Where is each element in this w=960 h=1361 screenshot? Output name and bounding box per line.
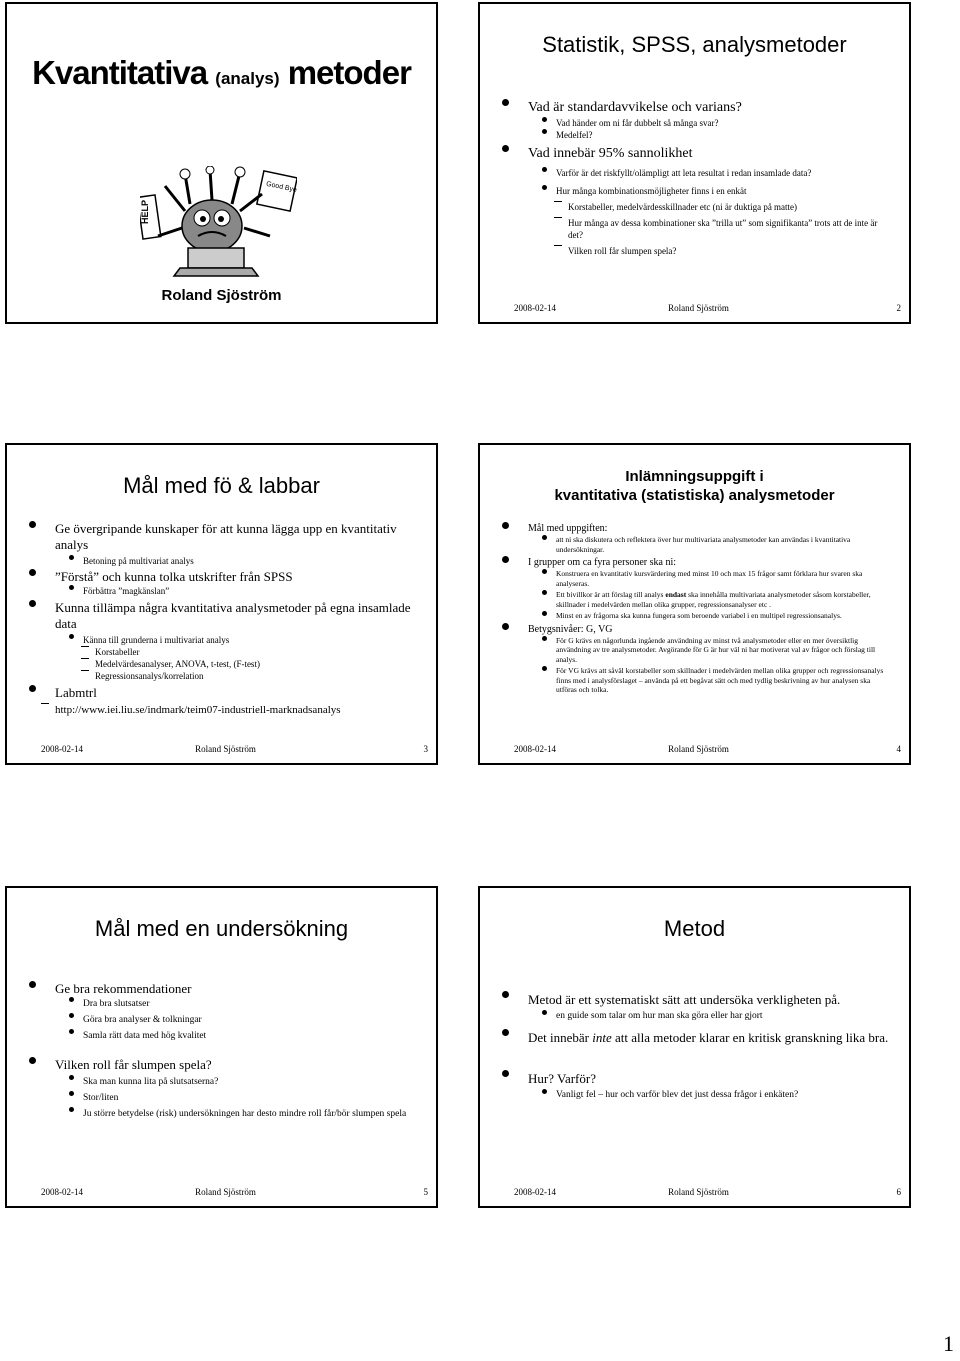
list-item: Medelvärdesanalyser, ANOVA, t-test, (F-test)	[27, 658, 418, 670]
list-item: Ska man kunna lita på slutsatserna?	[27, 1075, 418, 1089]
slide-3-footer	[21, 744, 430, 758]
list-item: Labmtrl	[27, 685, 418, 701]
slide-5-title: Mål med en undersökning	[94, 916, 349, 941]
slide-6-footer	[494, 1187, 903, 1201]
list-item: För VG krävs att såväl korstabeller som skillnader i medelvärden mellan olika grupper och regressionsanalys finns med i analysförslaget – använda på ett begåvat sätt och med tydlig beskrivning av hur analysen ska utföras och tolka.	[500, 666, 891, 695]
footer-author: Roland Sjöström	[195, 744, 256, 754]
slide-2-title: Statistik, SPSS, analysmetoder	[542, 32, 847, 57]
footer-slide-number: 5	[423, 1187, 428, 1197]
list-item: Ge övergripande kunskaper för att kunna lägga upp en kvantitativ analys	[27, 521, 418, 553]
slide-3	[5, 443, 438, 765]
list-item: Regressionsanalys/korrelation	[27, 670, 418, 682]
list-item: Kunna tillämpa några kvantitativa analysmetoder på egna insamlade data	[27, 600, 418, 632]
list-item: Ett bivillkor är att förslag till analys endast ska innehålla multivariata analysmetoder såsom korstabeller, skillnader i medelvärden mellan olika grupper, regressionsanalyser etc .	[500, 590, 891, 609]
footer-slide-number: 3	[423, 744, 428, 754]
list-item: Betoning på multivariat analys	[27, 555, 418, 567]
slide-1-title: Kvantitativa (analys) metoder	[32, 54, 411, 91]
slide-5-content	[27, 981, 418, 1121]
footer-date: 2008-02-14	[41, 744, 83, 754]
list-item: Ge bra rekommendationer	[27, 981, 418, 997]
list-item: Vad är standardavvikelse och varians?	[500, 99, 891, 117]
list-item: Hur många av dessa kombinationer ska ”trilla ut” som signifikanta” trots att de inte är det?	[500, 217, 891, 241]
list-item: Förbättra ”magkänslan”	[27, 585, 418, 597]
slide-5-footer	[21, 1187, 430, 1201]
footer-author: Roland Sjöström	[668, 1187, 729, 1197]
footer-slide-number: 6	[896, 1187, 901, 1197]
list-item: I grupper om ca fyra personer ska ni:	[500, 556, 891, 569]
list-item: att ni ska diskutera och reflektera över hur multivariata analysmetoder kan användas i kvantitativa undersökningar.	[500, 535, 891, 554]
list-item: Metod är ett systematiskt sätt att undersöka verkligheten på.	[500, 991, 891, 1008]
list-item: Stor/liten	[27, 1091, 418, 1105]
slide-4	[478, 443, 911, 765]
slide-4-title-line-2: kvantitativa (statistiska) analysmetoder	[554, 487, 835, 504]
slide-2	[478, 2, 911, 324]
slide-4-footer	[494, 744, 903, 758]
list-item: Dra bra slutsatser	[27, 997, 418, 1011]
list-item: För G krävs en någorlunda ingående användning av minst två analysmetoder eller en mer översiktlig användning av tre analysmetoder. Avgörande för G är hur väl ni har motiverat val av frågor och förslag till analys.	[500, 636, 891, 665]
list-item: Samla rätt data med hög kvalitet	[27, 1029, 418, 1043]
list-item: Betygsnivåer: G, VG	[500, 623, 891, 636]
list-item: Ju större betydelse (risk) undersökningen har desto mindre roll får/bör slumpen spela	[27, 1107, 418, 1121]
footer-slide-number: 2	[896, 303, 901, 313]
list-item: Vanligt fel – hur och varför blev det just dessa frågor i enkäten?	[500, 1089, 891, 1102]
svg-text:Good Bye: Good Bye	[265, 180, 297, 195]
list-item: ”Förstå” och kunna tolka utskrifter från SPSS	[27, 569, 418, 585]
page-number: 1	[943, 1331, 954, 1356]
stressed-worker-clipart	[140, 166, 297, 279]
slide-3-title: Mål med fö & labbar	[123, 473, 320, 498]
slide-6	[478, 886, 911, 1208]
list-item: Vilken roll får slumpen spela?	[500, 245, 891, 257]
list-item: Vad händer om ni får dubbelt så många svar?	[500, 117, 891, 129]
slide-1-author: Roland Sjöström	[161, 287, 282, 304]
footer-author: Roland Sjöström	[668, 744, 729, 754]
list-item: Varför är det riskfyllt/olämpligt att leta resultat i redan insamlade data?	[500, 167, 891, 179]
list-item: Korstabeller	[27, 646, 418, 658]
list-item: Mål med uppgiften:	[500, 522, 891, 535]
slide-6-content	[500, 991, 891, 1102]
list-item: Korstabeller, medelvärdesskillnader etc (ni är duktiga på matte)	[500, 201, 891, 213]
list-item: Känna till grunderna i multivariat analys	[27, 634, 418, 646]
slide-6-title: Metod	[663, 916, 726, 941]
list-item: Konstruera en kvantitativ kursvärdering med minst 10 och max 15 frågor samt förklara hur svaren ska analyseras.	[500, 569, 891, 588]
list-item: Medelfel?	[500, 129, 891, 141]
footer-date: 2008-02-14	[514, 1187, 556, 1197]
list-item: Minst en av frågorna ska kunna fungera som beroende variabel i en multipel regressionsanalys.	[500, 611, 891, 621]
slide-2-content	[500, 99, 891, 257]
list-item: Vad innebär 95% sannolikhet	[500, 145, 891, 163]
lab-material-link[interactable]: http://www.iei.liu.se/indmark/teim07-industriell-marknadsanalys	[27, 703, 418, 717]
footer-slide-number: 4	[896, 744, 901, 754]
list-item: Göra bra analyser & tolkningar	[27, 1013, 418, 1027]
slide-5	[5, 886, 438, 1208]
slide-4-content	[500, 522, 891, 695]
footer-author: Roland Sjöström	[668, 303, 729, 313]
slide-4-title	[480, 467, 909, 505]
list-item: Hur? Varför?	[500, 1070, 891, 1087]
list-item: Det innebär inte att alla metoder klarar en kritisk granskning lika bra.	[500, 1029, 891, 1046]
list-item: Vilken roll får slumpen spela?	[27, 1057, 418, 1073]
list-item: Hur många kombinationsmöjligheter finns i en enkät	[500, 185, 891, 197]
slide-2-footer	[494, 303, 903, 317]
footer-date: 2008-02-14	[41, 1187, 83, 1197]
slide-1	[5, 2, 438, 324]
footer-date: 2008-02-14	[514, 744, 556, 754]
svg-text:HELP: HELP	[140, 199, 150, 224]
list-item: en guide som talar om hur man ska göra eller har gjort	[500, 1010, 891, 1023]
footer-date: 2008-02-14	[514, 303, 556, 313]
slide-4-title-line-1: Inlämningsuppgift i	[625, 468, 764, 485]
slide-3-content	[27, 521, 418, 717]
footer-author: Roland Sjöström	[195, 1187, 256, 1197]
